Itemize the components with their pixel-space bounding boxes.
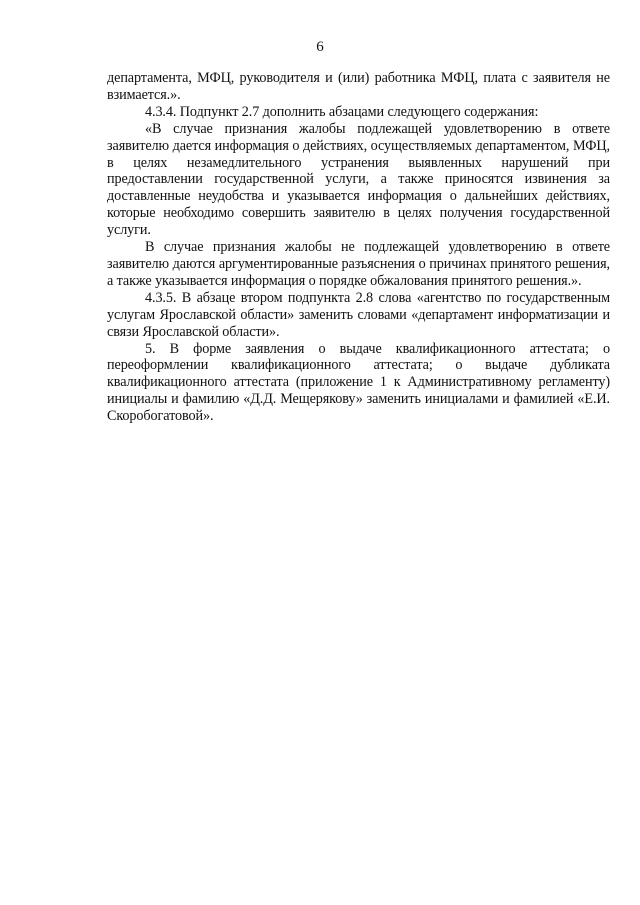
paragraph-continuation: департамента, МФЦ, руководителя и (или) работника МФЦ, плата с заявителя не взимается.». xyxy=(107,70,610,103)
page-number: 6 xyxy=(316,39,324,55)
document-body xyxy=(107,70,610,425)
paragraph-complaint-rejected: В случае признания жалобы не подлежащей удовлетворению в ответе заявителю даются аргументированные разъяснения о причинах принятого решения, а также указывается информация о порядке обжалования принятого решения.». xyxy=(107,239,610,289)
paragraph-4-3-4: 4.3.4. Подпункт 2.7 дополнить абзацами следующего содержания: xyxy=(145,103,539,120)
paragraph-4-3-5: 4.3.5. В абзаце втором подпункта 2.8 слова «агентство по государственным услугам Ярославской области» заменить словами «департамент информатизации и связи Ярославской области». xyxy=(107,289,610,340)
paragraph-complaint-satisfied: «В случае признания жалобы подлежащей удовлетворению в ответе заявителю дается информация о действиях, осуществляемых департаментом, МФЦ, в целях незамедлительного устранения выявленных нарушений при предоставлении государственной услуги, а также приносятся извинения за доставленные неудобства и указывается информация о дальнейших действиях, которые необходимо совершить заявителю в целях получения государственной услуги. xyxy=(107,120,610,239)
paragraph-5: 5. В форме заявления о выдаче квалификационного аттестата; о переоформлении квалификационного аттестата; о выдаче дубликата квалификационного аттестата (приложение 1 к Административному регламенту) инициалы и фамилию «Д.Д. Мещерякову» заменить инициалами и фамилией «Е.И. Скоробогатовой». xyxy=(107,340,610,425)
